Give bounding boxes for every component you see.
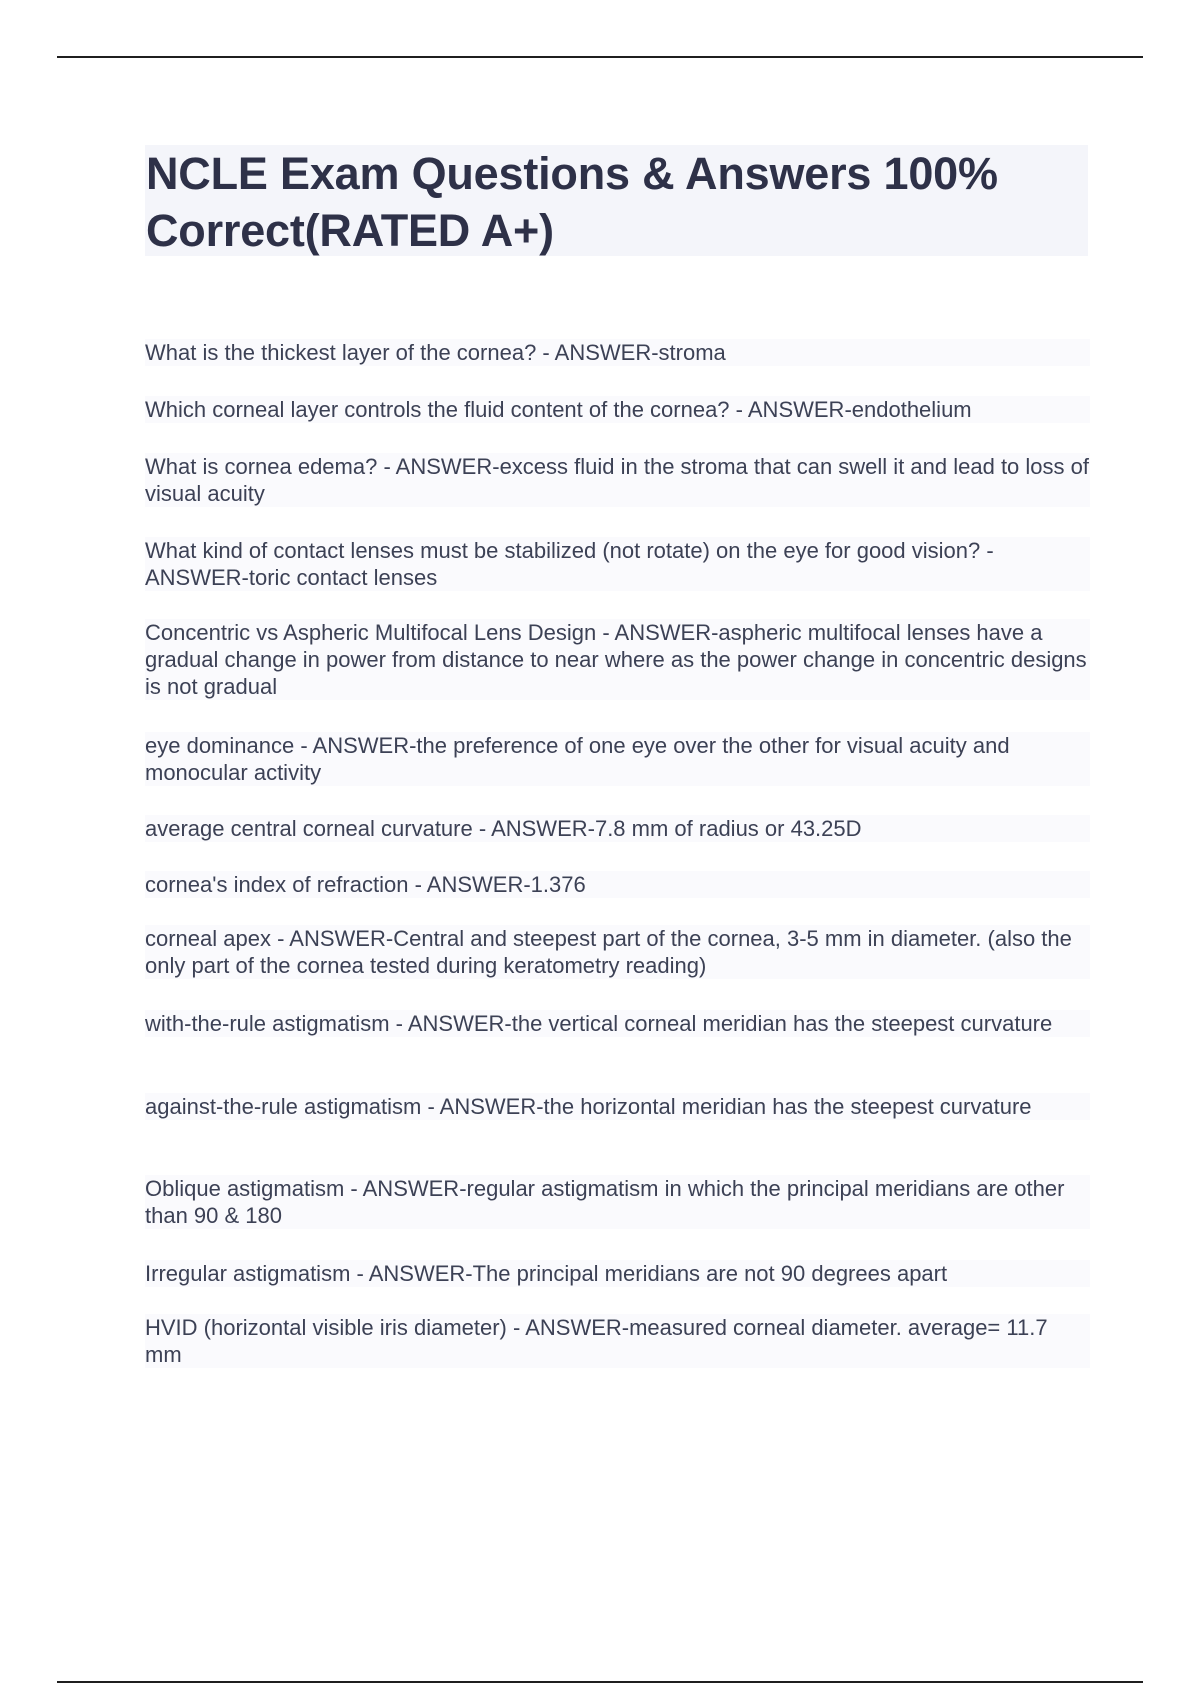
header-rule <box>57 56 1143 58</box>
qa-item: HVID (horizontal visible iris diameter) - ANSWER-measured corneal diameter. average= 11.7 mm <box>145 1314 1090 1368</box>
qa-item: What is the thickest layer of the cornea? - ANSWER-stroma <box>145 339 1090 366</box>
document-title: NCLE Exam Questions & Answers 100% Correct(RATED A+) <box>146 148 998 256</box>
qa-item: Which corneal layer controls the fluid content of the cornea? - ANSWER-endothelium <box>145 396 1090 423</box>
qa-item: average central corneal curvature - ANSWER-7.8 mm of radius or 43.25D <box>145 815 1090 842</box>
qa-item: cornea's index of refraction - ANSWER-1.376 <box>145 871 1090 898</box>
title-block <box>145 145 1088 256</box>
qa-item: with-the-rule astigmatism - ANSWER-the vertical corneal meridian has the steepest curvature <box>145 1010 1090 1037</box>
qa-item: What kind of contact lenses must be stabilized (not rotate) on the eye for good vision? - ANSWER-toric contact lenses <box>145 537 1090 591</box>
qa-item: What is cornea edema? - ANSWER-excess fluid in the stroma that can swell it and lead to loss of visual acuity <box>145 454 1089 506</box>
qa-item: Oblique astigmatism - ANSWER-regular astigmatism in which the principal meridians are other than 90 & 180 <box>145 1175 1090 1229</box>
qa-item: corneal apex - ANSWER-Central and steepest part of the cornea, 3-5 mm in diameter. (also the only part of the cornea tested during keratometry reading) <box>145 925 1090 979</box>
qa-item: eye dominance - ANSWER-the preference of one eye over the other for visual acuity and monocular activity <box>145 732 1090 786</box>
qa-item: Concentric vs Aspheric Multifocal Lens Design - ANSWER-aspheric multifocal lenses have a gradual change in power from distance to near where as the power change in concentric designs is not gradual <box>145 619 1090 700</box>
qa-item: Irregular astigmatism - ANSWER-The principal meridians are not 90 degrees apart <box>145 1260 1090 1287</box>
footer-rule <box>57 1681 1143 1683</box>
qa-item: against-the-rule astigmatism - ANSWER-the horizontal meridian has the steepest curvature <box>145 1093 1090 1120</box>
